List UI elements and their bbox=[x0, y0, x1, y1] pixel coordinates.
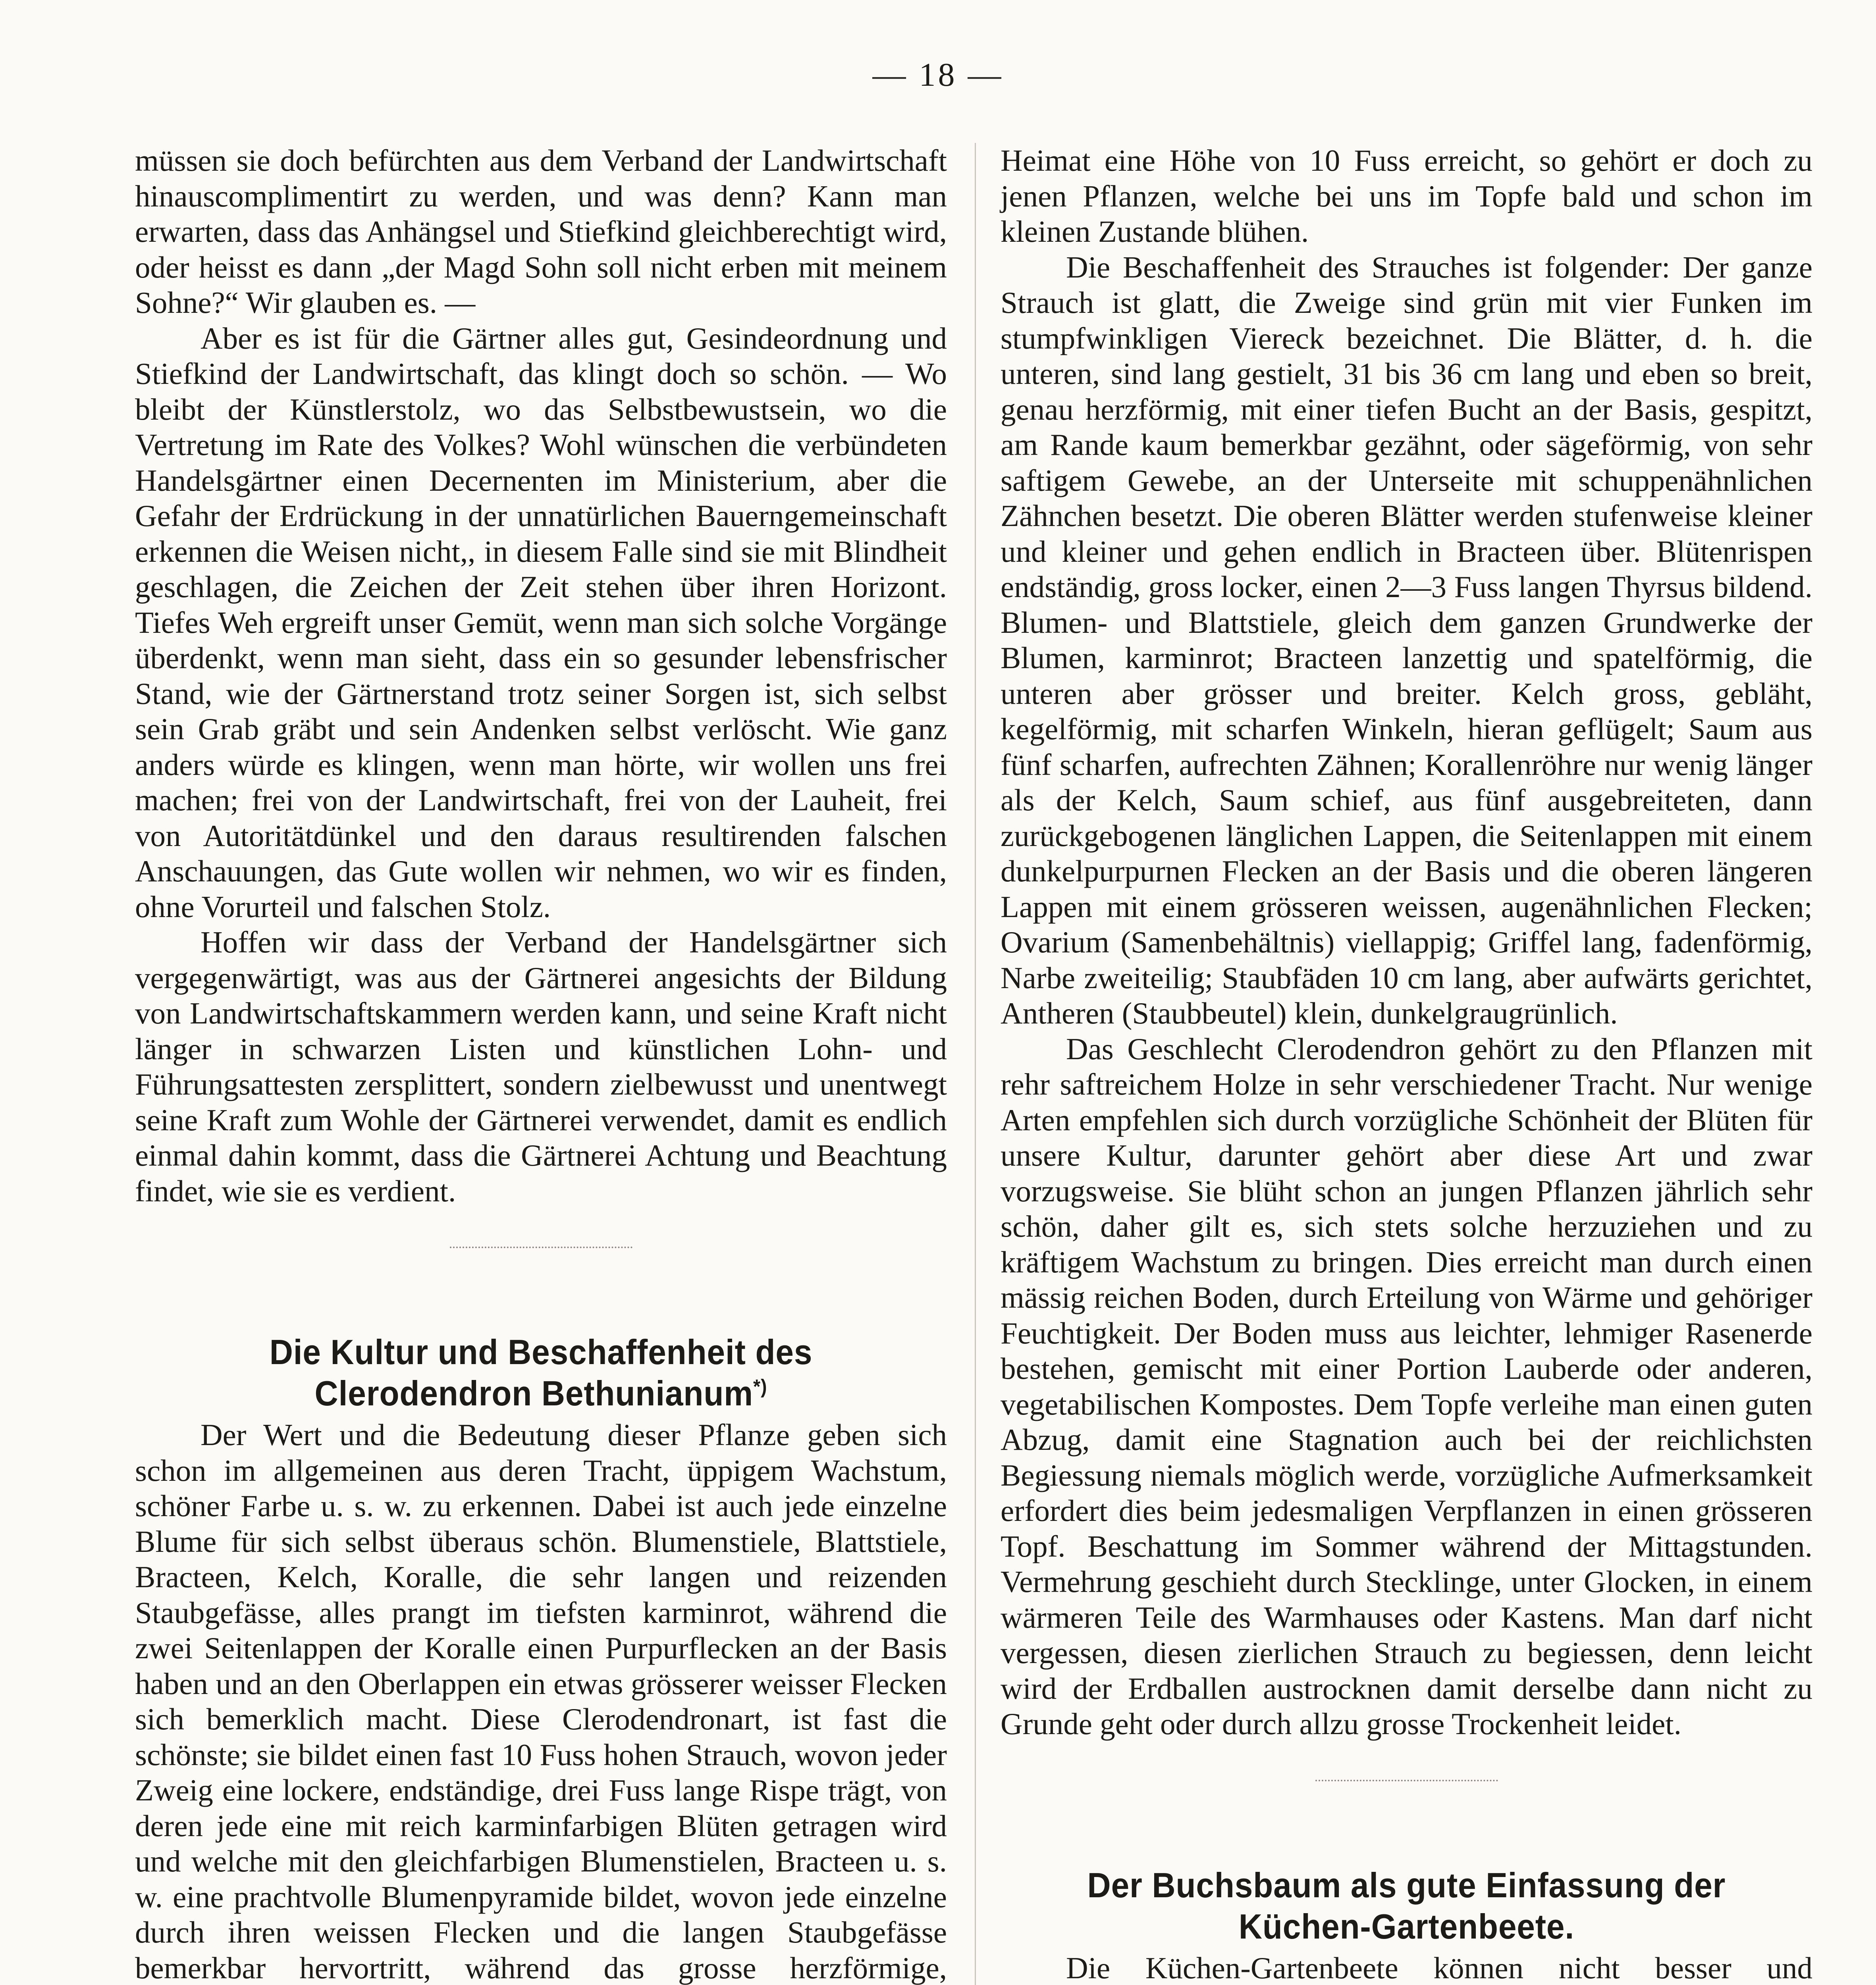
paragraph: Aber es ist für die Gärtner alles gut, Gesindeordnung und Stiefkind der Landwirtschaft, das klingt doch so schön. — Wo bleibt der Künstlerstolz, wo das Selbstbewustsein, wo die Vertretung im Rate des Volkes? Wohl wünschen die verbündeten Handelsgärtner einen Decernenten im Ministerium, aber die Gefahr der Erdrückung in der unnatürlichen Bauerngemeinschaft erkennen die Weisen nicht,, in diesem Falle sind sie mit Blindheit geschlagen, die Zeichen der Zeit stehen über ihren Horizont. Tiefes Weh ergreift unser Gemüt, wenn man sich solche Vorgänge überdenkt, wenn man sieht, dass ein so gesunder lebensfrischer Stand, wie der Gärtnerstand trotz seiner Sorgen ist, sich selbst sein Grab gräbt und sein Andenken selbst verlöscht. Wie ganz anders würde es klingen, wenn man hörte, wir wollen uns frei machen; frei von der Landwirtschaft, frei von der Lauheit, frei von Autoritätdünkel und den daraus resultirenden falschen Anschauungen, das Gute wollen wir nehmen, wo wir es finden, ohne Vorurteil und falschen Stolz. bbox=[135, 321, 947, 924]
section-separator bbox=[450, 1247, 632, 1248]
paragraph: Die Küchen-Gartenbeete können nicht besser und bbox=[1066, 1950, 1812, 1985]
paragraph: Der Wert und die Bedeutung dieser Pflanze geben sich schon im allgemeinen aus deren Tracht, üppigem Wachstum, schöner Farbe u. s. w. zu erkennen. Dabei ist auch jede einzelne Blume für sich selbst überaus schön. Blumenstiele, Blattstiele, Bracteen, Kelch, Koralle, die sehr langen und reizenden Staubgefässe, alles prangt im tiefsten karminrot, während die zwei Seitenlappen der Koralle einen Purpurflecken an der Basis haben und an den Oberlappen ein etwas grösserer weisser Flecken sich bemerklich macht. Diese Clerodendronart, ist fast die schönste; sie bildet einen fast 10 Fuss hohen Strauch, wovon jeder Zweig eine lockere, endständige, drei Fuss lange Rispe trägt, von deren jede eine mit reich karminfarbigen Blüten getragen wird und welche mit den gleichfarbigen Blumenstielen, Bracteen u. s. w. eine prachtvolle Blumenpyramide bildet, wovon jede einzelne durch ihren weissen Flecken und die langen Staubgefässe bemerkbar hervortritt, während das grosse herzförmige, bbox=[135, 1418, 947, 1985]
paragraph: müssen sie doch befürchten aus dem Verband der Landwirtschaft hinauscomplimentirt zu werden, und was denn? Kann man erwarten, dass das Anhängsel und Stiefkind gleichberechtigt wird, oder heisst es dann „der Magd Sohn soll nicht erben mit meinem Sohne?“ Wir glauben es. — bbox=[135, 143, 947, 320]
section-separator bbox=[1315, 1780, 1498, 1781]
footnote-marker: *) bbox=[753, 1375, 767, 1398]
right-column bbox=[1001, 143, 1812, 1985]
article-title bbox=[164, 1332, 919, 1414]
article-title-text: Die Kultur und Beschaffenheit des Clerodendron Bethunianum bbox=[269, 1332, 813, 1413]
page-number: — 18 — bbox=[872, 56, 1004, 93]
paragraph: Die Beschaffenheit des Strauches ist folgender: Der ganze Strauch ist glatt, die Zweige sind grün mit vier Funken im stumpfwinkligen Viereck bezeichnet. Die Blätter, d. h. die unteren, sind lang gestielt, 31 bis 36 cm lang und eben so breit, genau herzförmig, mit einer tiefen Bucht an der Basis, gespitzt, am Rande kaum bemerkbar gezähnt, oder sägeförmig, von sehr saftigem Gewebe, an der Unterseite mit schuppenähnlichen Zähnchen besetzt. Die oberen Blätter werden stufenweise kleiner und kleiner und gehen endlich in Bracteen über. Blütenrispen endständig, gross locker, einen 2—3 Fuss langen Thyrsus bildend. Blumen- und Blattstiele, gleich dem ganzen Grundwerke der Blumen, karminrot; Bracteen lanzettig und spatelförmig, die unteren aber grösser und breiter. Kelch gross, gebläht, kegelförmig, mit scharfen Winkeln, hieran geflügelt; Saum aus fünf scharfen, aufrechten Zähnen; Korallenröhre nur wenig länger als der Kelch, Saum schief, aus fünf ausgebreiteten, dann zurückgebogenen länglichen Lappen, die Seitenlappen mit einem dunkelpurpurnen Flecken an der Basis und die oberen längeren Lappen mit einem grösseren weissen, augenähnlichen Flecken; Ovarium (Samenbehältnis) viellappig; Griffel lang, fadenförmig, Narbe zweiteilig; Staubfäden 10 cm lang, aber aufwärts gerichtet, Antheren (Staubbeutel) klein, dunkelgraugrünlich. bbox=[1001, 250, 1812, 1030]
paragraph: Das Geschlecht Clerodendron gehört zu den Pflanzen mit rehr saftreichem Holze in sehr verschiedener Tracht. Nur wenige Arten empfehlen sich durch vorzügliche Schönheit der Blüten für unsere Kultur, darunter gehört aber diese Art und zwar vorzugsweise. Sie blüht schon an jungen Pflanzen jährlich sehr schön, daher gilt es, sich stets solche herzuziehen und zu kräftigem Wachstum zu bringen. Dies erreicht man durch einen mässig reichen Boden, durch Erteilung von Wärme und gehöriger Feuchtigkeit. Der Boden muss aus leichter, lehmiger Rasenerde bestehen, gemischt mit einer Portion Lauberde oder anderen, vegetabilischen Kompostes. Dem Topfe verleihe man einen guten Abzug, damit eine Stagnation auch bei der reichlichsten Begiessung niemals möglich werde, vorzügliche Aufmerksamkeit erfordert dies beim jedesmaligen Verpflanzen in einen grösseren Topf. Beschattung im Sommer während der Mittagstunden. Vermehrung geschieht durch Stecklinge, unter Glocken, in einem wärmeren Teile des Warmhauses oder Kastens. Man darf nicht vergessen, diesen zierlichen Strauch zu begiessen, denn leicht wird der Erdballen austrocknen damit derselbe dann nicht zu Grunde geht oder durch allzu grosse Trockenheit leidet. bbox=[1001, 1031, 1812, 1741]
paragraph: Hoffen wir dass der Verband der Handelsgärtner sich vergegenwärtigt, was aus der Gärtnerei angesichts der Bildung von Landwirtschaftskammern werden kann, und seine Kraft nicht länger in schwarzen Listen und künstlichen Lohn- und Führungsattesten zersplittert, sondern zielbewusst und unentwegt seine Kraft zum Wohle der Gärtnerei verwendet, damit es endlich einmal dahin kommt, dass die Gärtnerei Achtung und Beachtung findet, wie sie es verdient. bbox=[135, 925, 947, 1208]
column-divider bbox=[975, 143, 976, 1985]
paragraph: Heimat eine Höhe von 10 Fuss erreicht, so gehört er doch zu jenen Pflanzen, welche bei uns im Topfe bald und schon im kleinen Zustande blühen. bbox=[1001, 143, 1812, 249]
article-title: Der Buchsbaum als gute Einfassung der Küchen-Gartenbeete. bbox=[1087, 1865, 1726, 1946]
left-column bbox=[135, 143, 947, 1985]
